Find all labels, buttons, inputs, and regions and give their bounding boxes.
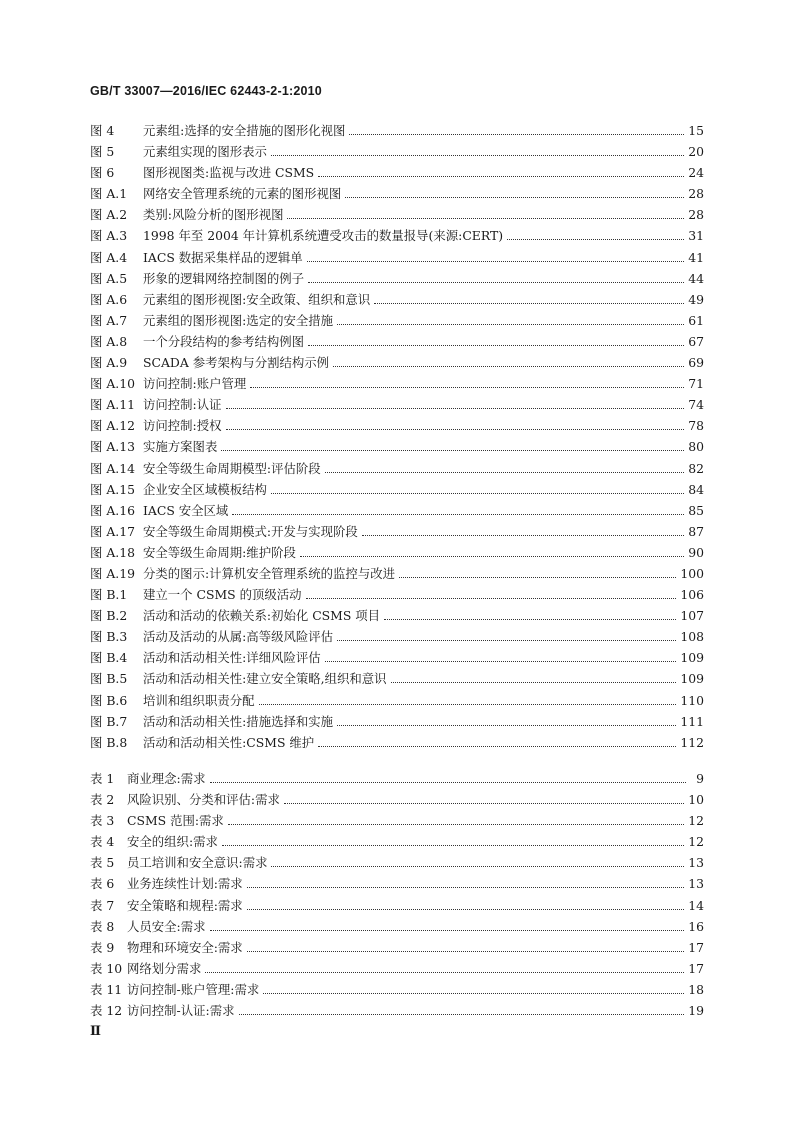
toc-entry-page: 18 <box>688 981 704 997</box>
figure-entry[interactable] <box>90 394 704 415</box>
table-entry[interactable] <box>90 937 704 958</box>
toc-entry-label: 图 B.2 <box>90 608 128 624</box>
dot-leader <box>259 704 677 705</box>
dot-leader <box>226 408 685 409</box>
toc-entry-label: 图 B.3 <box>90 629 128 645</box>
figure-entry[interactable] <box>90 458 704 479</box>
toc-entry-label: 图 5 <box>90 144 115 160</box>
toc-entry-title: 企业安全区域模板结构 <box>143 481 267 497</box>
toc-entry-label: 图 B.4 <box>90 650 128 666</box>
toc-entry-label: 图 A.9 <box>90 355 128 371</box>
toc-entry-page: 10 <box>688 792 704 808</box>
toc-entry-title: 1998 年至 2004 年计算机系统遭受攻击的数量报导(来源:CERT) <box>143 228 504 244</box>
toc-entry-label: 图 A.3 <box>90 228 128 244</box>
toc-entry-page: 28 <box>688 186 704 202</box>
page-number-footer: Ⅱ <box>90 1024 101 1039</box>
toc-entry-page: 111 <box>680 713 704 729</box>
toc-entry-page: 61 <box>688 312 704 328</box>
figure-entry[interactable] <box>90 352 704 373</box>
toc-entry-page: 69 <box>688 355 704 371</box>
toc-entry-label: 表 9 <box>90 939 115 955</box>
toc-entry-page: 13 <box>688 876 704 892</box>
dot-leader <box>384 619 676 620</box>
toc-entry-page: 82 <box>688 460 704 476</box>
toc-entry-page: 74 <box>688 397 704 413</box>
toc-entry-page: 109 <box>680 650 704 666</box>
toc-entry-title: 网络划分需求 <box>127 960 202 976</box>
toc-entry-label: 图 4 <box>90 123 115 138</box>
toc-entry-title: 类别:风险分析的图形视图 <box>143 207 284 223</box>
toc-entry-title: 活动和活动的依赖关系:初始化 CSMS 项目 <box>143 608 381 624</box>
toc-entry-page: 12 <box>688 813 704 829</box>
toc-entry-label: 图 A.18 <box>90 544 135 560</box>
toc-entry-page: 9 <box>696 771 704 786</box>
toc-entry-title: 图形视图类:监视与改进 CSMS <box>143 165 315 181</box>
toc-entry-page: 110 <box>680 692 704 708</box>
figure-entry[interactable] <box>90 732 704 753</box>
toc-entry-page: 106 <box>680 587 704 603</box>
toc-entry-title: 活动和活动相关性:建立安全策略,组织和意识 <box>143 671 387 687</box>
dot-leader <box>239 1014 685 1015</box>
dot-leader <box>205 972 684 973</box>
table-entry[interactable] <box>90 852 704 873</box>
toc-entry-label: 表 12 <box>90 1003 123 1019</box>
toc-entry-page: 15 <box>688 123 704 138</box>
toc-entry-label: 图 A.1 <box>90 186 128 202</box>
figure-entry[interactable] <box>90 204 704 225</box>
toc-entry-label: 表 4 <box>90 834 115 850</box>
list-of-tables <box>90 768 704 1021</box>
toc-entry-label: 图 A.17 <box>90 523 135 539</box>
dot-leader <box>391 682 677 683</box>
toc-entry-page: 71 <box>688 376 704 392</box>
figure-entry[interactable] <box>90 373 704 394</box>
dot-leader <box>287 218 684 219</box>
toc-entry-label: 图 B.6 <box>90 692 128 708</box>
table-entry[interactable] <box>90 789 704 810</box>
toc-entry-label: 图 A.8 <box>90 333 128 349</box>
toc-entry-page: 20 <box>688 144 704 160</box>
toc-entry-page: 28 <box>688 207 704 223</box>
toc-entry-page: 19 <box>688 1003 704 1019</box>
toc-entry-title: 一个分段结构的参考结构例图 <box>143 333 305 349</box>
figure-entry[interactable] <box>90 162 704 183</box>
toc-entry-page: 90 <box>688 544 704 560</box>
table-entry[interactable] <box>90 831 704 852</box>
toc-entry-label: 表 7 <box>90 897 115 913</box>
toc-entry-label: 图 6 <box>90 165 115 181</box>
toc-entry-title: 员工培训和安全意识:需求 <box>127 855 268 871</box>
toc-entry-page: 14 <box>688 897 704 913</box>
dot-leader <box>308 282 684 283</box>
toc-entry-label: 图 A.5 <box>90 270 128 286</box>
toc-entry-label: 图 A.15 <box>90 481 135 497</box>
figure-entry[interactable] <box>90 436 704 457</box>
toc-entry-title: 活动及活动的从属:高等级风险评估 <box>143 629 334 645</box>
toc-entry-page: 85 <box>688 502 704 518</box>
figure-entry[interactable] <box>90 479 704 500</box>
toc-entry-title: 访问控制:账户管理 <box>143 376 247 392</box>
toc-entry-page: 24 <box>688 165 704 181</box>
toc-entry-label: 图 A.7 <box>90 312 128 328</box>
toc-entry-page: 41 <box>688 249 704 265</box>
toc-entry-title: 安全的组织:需求 <box>127 834 218 850</box>
figure-entry[interactable] <box>90 289 704 310</box>
toc-entry-title: 分类的图示:计算机安全管理系统的监控与改进 <box>143 565 395 581</box>
toc-entry-title: 安全等级生命周期:维护阶段 <box>143 544 296 560</box>
toc-entry-label: 图 A.13 <box>90 439 135 455</box>
figure-entry[interactable] <box>90 563 704 584</box>
toc-entry-label: 图 A.6 <box>90 291 128 307</box>
toc-entry-page: 13 <box>688 855 704 871</box>
figure-entry[interactable] <box>90 584 704 605</box>
dot-leader <box>362 535 684 536</box>
dot-leader <box>337 324 684 325</box>
toc-entry-label: 表 10 <box>90 960 123 976</box>
dot-leader <box>333 366 684 367</box>
document-header: GB/T 33007—2016/IEC 62443-2-1:2010 <box>90 84 322 98</box>
toc-entry-title: 业务连续性计划:需求 <box>127 876 243 892</box>
toc-entry-title: 元素组实现的图形表示 <box>143 144 267 160</box>
dot-leader <box>228 824 684 825</box>
table-entry[interactable] <box>90 873 704 894</box>
dot-leader <box>337 640 676 641</box>
toc-entry-title: 网络安全管理系统的元素的图形视图 <box>143 186 342 202</box>
dot-leader <box>307 261 685 262</box>
toc-entry-page: 87 <box>688 523 704 539</box>
toc-entry-title: 培训和组织职责分配 <box>143 692 255 708</box>
table-entry[interactable] <box>90 895 704 916</box>
toc-entry-label: 表 2 <box>90 792 115 808</box>
toc-entry-title: 形象的逻辑网络控制图的例子 <box>143 270 305 286</box>
table-entry[interactable] <box>90 810 704 831</box>
toc-entry-title: 元素组:选择的安全措施的图形化视图 <box>143 123 346 138</box>
figure-entry[interactable] <box>90 690 704 711</box>
figure-entry[interactable] <box>90 521 704 542</box>
toc-entry-label: 图 A.16 <box>90 502 135 518</box>
dot-leader <box>325 472 685 473</box>
dot-leader <box>210 930 685 931</box>
table-entry[interactable] <box>90 768 704 789</box>
toc-entry-label: 图 A.10 <box>90 376 135 392</box>
dot-leader <box>507 239 684 240</box>
dot-leader <box>222 845 684 846</box>
dot-leader <box>345 197 684 198</box>
toc-entry-title: 建立一个 CSMS 的顶级活动 <box>143 587 302 603</box>
dot-leader <box>210 782 686 783</box>
toc-entry-page: 12 <box>688 834 704 850</box>
toc-entry-page: 17 <box>688 960 704 976</box>
toc-entry-label: 图 A.12 <box>90 418 135 434</box>
toc-entry-title: IACS 安全区域 <box>143 502 229 518</box>
toc-entry-page: 17 <box>688 939 704 955</box>
dot-leader <box>318 746 676 747</box>
toc-entry-label: 图 B.5 <box>90 671 128 687</box>
figure-entry[interactable] <box>90 183 704 204</box>
figure-entry[interactable] <box>90 415 704 436</box>
figure-entry[interactable] <box>90 647 704 668</box>
toc-entry-page: 100 <box>680 565 704 581</box>
toc-entry-title: 活动和活动相关性:措施选择和实施 <box>143 713 334 729</box>
toc-entry-title: 访问控制-账户管理:需求 <box>127 981 260 997</box>
figure-entry[interactable] <box>90 542 704 563</box>
dot-leader <box>271 866 684 867</box>
figure-entry[interactable] <box>90 331 704 352</box>
toc-entry-page: 78 <box>688 418 704 434</box>
toc-entry-label: 图 A.14 <box>90 460 135 476</box>
toc-entry-page: 80 <box>688 439 704 455</box>
toc-entry-page: 31 <box>688 228 704 244</box>
table-entry[interactable] <box>90 958 704 979</box>
figure-entry[interactable] <box>90 711 704 732</box>
dot-leader <box>247 887 685 888</box>
dot-leader <box>300 556 684 557</box>
dot-leader <box>349 134 684 135</box>
toc-entry-title: 元素组的图形视图:选定的安全措施 <box>143 312 334 328</box>
dot-leader <box>284 803 684 804</box>
toc-entry-page: 84 <box>688 481 704 497</box>
toc-entry-title: 风险识别、分类和评估:需求 <box>127 792 280 808</box>
toc-entry-label: 表 1 <box>90 771 115 786</box>
toc-entry-page: 109 <box>680 671 704 687</box>
toc-entry-page: 49 <box>688 291 704 307</box>
toc-entry-title: 元素组的图形视图:安全政策、组织和意识 <box>143 291 371 307</box>
toc-entry-title: IACS 数据采集样品的逻辑单 <box>143 249 303 265</box>
toc-entry-title: 安全等级生命周期模型:评估阶段 <box>143 460 321 476</box>
dot-leader <box>221 450 684 451</box>
dot-leader <box>399 577 676 578</box>
dot-leader <box>308 345 684 346</box>
figure-entry[interactable] <box>90 626 704 647</box>
dot-leader <box>247 909 685 910</box>
toc-entry-label: 表 6 <box>90 876 115 892</box>
toc-entry-title: 实施方案图表 <box>143 439 218 455</box>
toc-entry-page: 16 <box>688 918 704 934</box>
figure-entry[interactable] <box>90 247 704 268</box>
toc-entry-label: 图 B.7 <box>90 713 128 729</box>
figure-entry[interactable] <box>90 310 704 331</box>
figure-entry[interactable] <box>90 120 704 141</box>
toc-entry-title: 安全等级生命周期模式:开发与实现阶段 <box>143 523 358 539</box>
dot-leader <box>263 993 684 994</box>
toc-entry-label: 图 A.2 <box>90 207 128 223</box>
toc-entry-page: 108 <box>680 629 704 645</box>
dot-leader <box>318 176 684 177</box>
toc-entry-label: 表 8 <box>90 918 115 934</box>
toc-entry-title: 活动和活动相关性:详细风险评估 <box>143 650 321 666</box>
figure-entry[interactable] <box>90 268 704 289</box>
figure-entry[interactable] <box>90 605 704 626</box>
figure-entry[interactable] <box>90 225 704 246</box>
figure-entry[interactable] <box>90 141 704 162</box>
toc-entry-page: 107 <box>680 608 704 624</box>
dot-leader <box>232 514 684 515</box>
toc-entry-page: 44 <box>688 270 704 286</box>
table-entry[interactable] <box>90 1000 704 1021</box>
toc-entry-label: 图 A.4 <box>90 249 128 265</box>
dot-leader <box>374 303 684 304</box>
toc-entry-label: 表 3 <box>90 813 115 829</box>
toc-entry-title: 物理和环境安全:需求 <box>127 939 243 955</box>
dot-leader <box>271 155 684 156</box>
toc-entry-page: 67 <box>688 333 704 349</box>
toc-entry-title: 活动和活动相关性:CSMS 维护 <box>143 734 315 750</box>
dot-leader <box>337 725 676 726</box>
table-entry[interactable] <box>90 979 704 1000</box>
toc-entry-page: 112 <box>680 734 704 750</box>
toc-entry-label: 图 B.1 <box>90 587 128 603</box>
dot-leader <box>250 387 684 388</box>
dot-leader <box>325 661 677 662</box>
toc-entry-title: 访问控制:授权 <box>143 418 222 434</box>
table-entry[interactable] <box>90 916 704 937</box>
toc-entry-label: 表 11 <box>90 981 123 997</box>
dot-leader <box>306 598 677 599</box>
toc-entry-label: 图 B.8 <box>90 734 128 750</box>
toc-entry-title: 商业理念:需求 <box>127 771 206 786</box>
toc-entry-title: 人员安全:需求 <box>127 918 206 934</box>
figure-entry[interactable] <box>90 500 704 521</box>
toc-entry-title: 安全策略和规程:需求 <box>127 897 243 913</box>
toc-entry-title: CSMS 范围:需求 <box>127 813 224 829</box>
dot-leader <box>271 493 684 494</box>
toc-entry-label: 图 A.11 <box>90 397 135 413</box>
figure-entry[interactable] <box>90 668 704 689</box>
dot-leader <box>247 951 685 952</box>
toc-entry-title: SCADA 参考架构与分割结构示例 <box>143 355 330 371</box>
toc-entry-label: 表 5 <box>90 855 115 871</box>
toc-entry-label: 图 A.19 <box>90 565 135 581</box>
toc-entry-title: 访问控制-认证:需求 <box>127 1003 235 1019</box>
dot-leader <box>226 429 685 430</box>
list-of-figures <box>90 120 704 753</box>
toc-entry-title: 访问控制:认证 <box>143 397 222 413</box>
